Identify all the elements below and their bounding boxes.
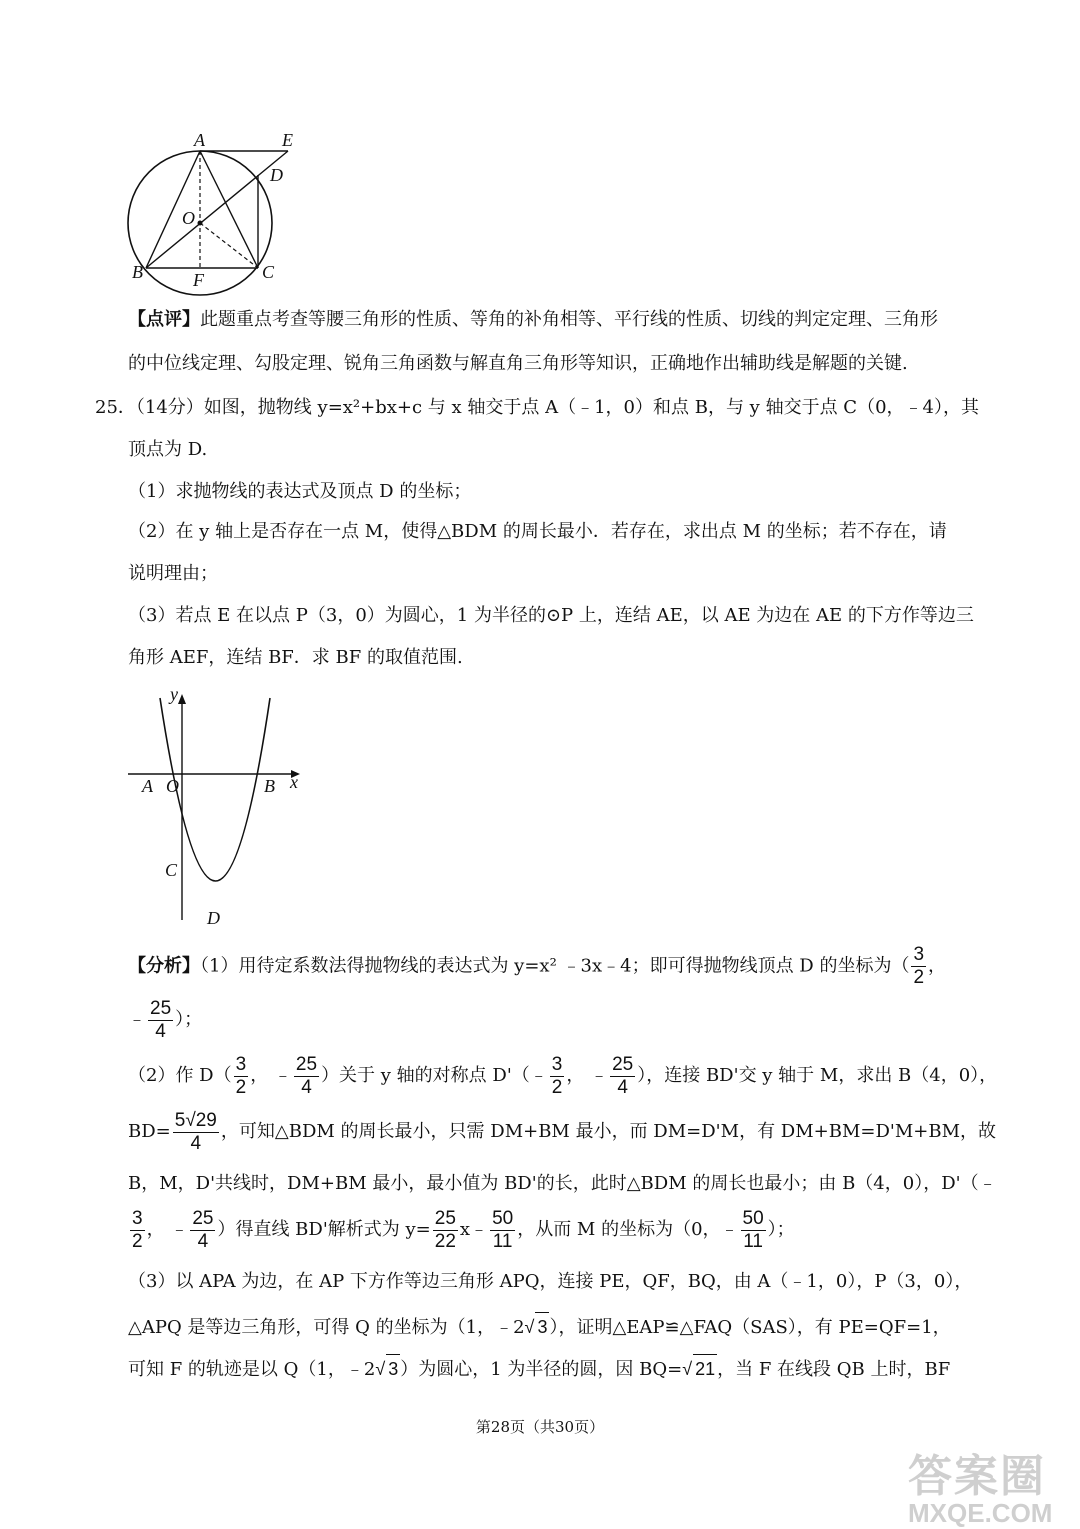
analysis-line-8: △APQ 是等边三角形，可得 Q 的坐标为（1，﹣2√ 3 ），证明△EAP≌△FAQ（SAS），有 PE=QF=1， <box>128 1312 951 1342</box>
label-E: E <box>282 130 293 150</box>
analysis-line-4: BD= $\frac{5√29}{4}$ ，可知△BDM 的周长最小，只需 DM+BM 最小，而 DM=D'M，有 DM+BM=D'M+BM，故 <box>128 1109 997 1154</box>
fraction: $\frac{5√29}{4}$ <box>174 1109 217 1154</box>
sqrt-3: 3 <box>386 1354 400 1383</box>
analysis-line-5: B，M，D'共线时，DM+BM 最小，最小值为 BD'的长，此时△BDM 的周长也最小；由 B（4，0），D'（﹣ <box>128 1173 997 1194</box>
fraction: $\frac{50}{11}$ <box>742 1207 764 1252</box>
question-2-line-2: 说明理由； <box>128 563 218 584</box>
fraction: $\frac{3}{2}$ <box>132 1207 143 1252</box>
label-B: B <box>132 262 143 282</box>
fraction: $\frac{25}{22}$ <box>434 1207 456 1252</box>
fraction: $\frac{25}{4}$ <box>192 1207 214 1252</box>
analysis-line-6: $\frac{3}{2}$ ， ﹣ $\frac{25}{4}$ ）得直线 BD'解析式为 y= $\frac{25}{22}$ x﹣ $\frac{50}{11}$ ，从而 M 的坐标为（0，﹣ $\frac{50}{11}$ ）； <box>132 1207 795 1252</box>
parabola-figure <box>120 684 320 934</box>
problem-number: 25． <box>95 397 136 418</box>
question-1: （1）求抛物线的表达式及顶点 D 的坐标； <box>128 481 472 502</box>
label-O: O <box>166 776 179 796</box>
question-3-line-1: （3）若点 E 在以点 P（3，0）为圆心，1 为半径的⊙P 上，连结 AE，以 AE 为边在 AE 的下方作等边三 <box>128 605 974 626</box>
comment-line-1: 【点评】此题重点考查等腰三角形的性质、等角的补角相等、平行线的性质、切线的判定定理、三角形 <box>128 309 938 330</box>
label-D: D <box>207 908 220 928</box>
label-A: A <box>194 130 205 150</box>
analysis-line-9: 可知 F 的轨迹是以 Q（1，﹣2√ 3 ）为圆心，1 为半径的圆，因 BQ=√ 21 ，当 F 在线段 QB 上时，BF <box>128 1354 950 1384</box>
axis-label-y: y <box>170 684 178 704</box>
question-3-line-2: 角形 AEF，连结 BF．求 BF 的取值范围. <box>128 647 463 668</box>
comment-line-2: 的中位线定理、勾股定理、锐角三角函数与解直角三角形等知识，正确地作出辅助线是解题的关键. <box>128 353 908 374</box>
analysis-line-7: （3）以 APA 为边，在 AP 下方作等边三角形 APQ，连接 PE，QF，BQ，由 A（﹣1，0），P（3，0）， <box>128 1271 973 1292</box>
label-A: A <box>142 776 153 796</box>
comment-tag: 【点评】 <box>128 309 200 330</box>
page-footer: 第28页（共30页） <box>475 1418 605 1436</box>
sqrt-21: 21 <box>693 1354 717 1383</box>
analysis-tag: 【分析】 <box>128 955 200 977</box>
watermark-logo: 答案圈 MXQE.COM <box>908 1452 1053 1528</box>
axis-label-x: x <box>290 772 298 792</box>
fraction: $\frac{3}{2}$ <box>551 1053 563 1098</box>
label-O: O <box>182 208 195 228</box>
label-B: B <box>264 776 275 796</box>
sqrt-3: 3 <box>535 1312 549 1341</box>
label-C: C <box>262 262 275 282</box>
fraction: $\frac{50}{11}$ <box>492 1207 514 1252</box>
question-2-line-1: （2）在 y 轴上是否存在一点 M，使得△BDM 的周长最小．若存在，求出点 M 的坐标；若不存在，请 <box>128 521 947 542</box>
fraction: $\frac{25}{4}$ <box>612 1053 634 1098</box>
label-F: F <box>193 270 204 290</box>
problem-stem-2: 顶点为 D. <box>128 439 208 460</box>
analysis-line-2: ﹣ $\frac{25}{4}$ ）； <box>128 997 203 1042</box>
fraction: $\frac{3}{2}$ <box>235 1053 247 1098</box>
fraction: $\frac{25}{4}$ <box>150 997 172 1042</box>
label-C: C <box>165 860 178 880</box>
analysis-line-1: 【分析】（1）用待定系数法得抛物线的表达式为 y=x² ﹣3x﹣4；即可得抛物线顶点 D 的坐标为（ $\frac{3}{2}$ ， <box>128 944 947 988</box>
problem-stem-1: 25．（14分）如图，抛物线 y=x²+bx+c 与 x 轴交于点 A（﹣1，0）和点 B，与 y 轴交于点 C（0，﹣4），其 <box>95 397 979 418</box>
fraction: $\frac{25}{4}$ <box>295 1053 318 1098</box>
label-D: D <box>270 165 283 185</box>
geometry-figure-circle <box>110 120 320 300</box>
fraction: $\frac{3}{2}$ <box>913 944 925 988</box>
analysis-line-3: （2）作 D（ $\frac{3}{2}$ ， ﹣ $\frac{25}{4}$ ）关于 y 轴的对称点 D'（﹣ $\frac{3}{2}$ ， ﹣ $\frac{25}{4}$ ），连接 BD'交 y 轴于 M，求出 B（4，0）， <box>128 1053 998 1098</box>
